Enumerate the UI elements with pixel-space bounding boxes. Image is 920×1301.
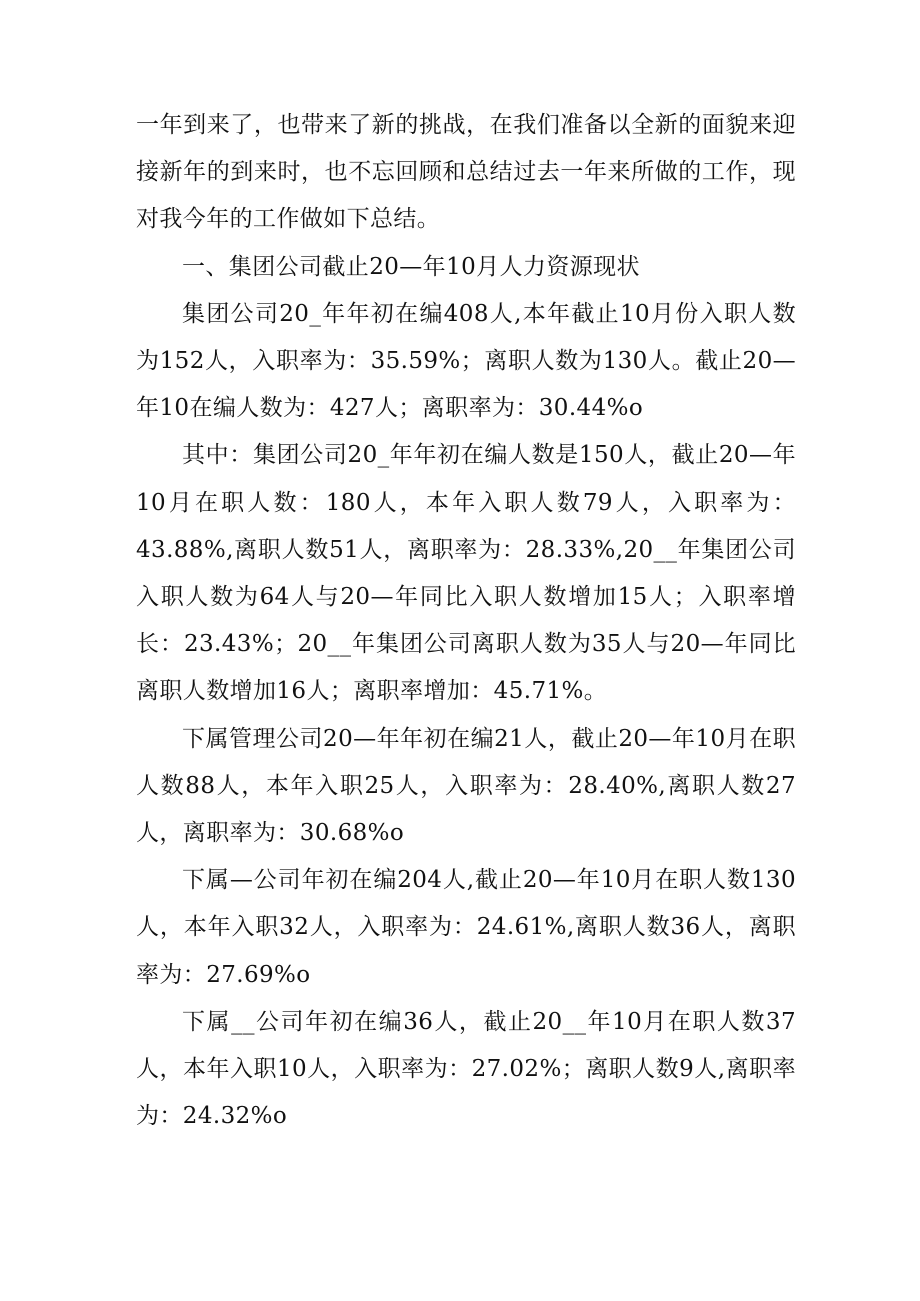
paragraph-subsidiary-b: 下属__公司年初在编36人，截止20__年10月在职人数37人，本年入职10人，入职率为：27.02%；离职人数9人,离职率为：24.32%o xyxy=(136,1008,796,1130)
paragraph-intro: 一年到来了，也带来了新的挑战，在我们准备以全新的面貌来迎接新年的到来时，也不忘回顾和总结过去一年来所做的工作，现对我今年的工作做如下总结。 xyxy=(136,112,796,233)
paragraph-group-detail: 其中：集团公司20_年年初在编人数是150人，截止20—年10月在职人数：180人，本年入职人数79人，入职率为：43.88%,离职人数51人，离职率为：28.33%,20__年集团公司入职人数为64人与20—年同比入职人数增加15人；入职率增长：23.43%；20__年集团公司离职人数为35人与20—年同比离职人数增加16人；离职率增加：45.71%。 xyxy=(136,442,796,705)
paragraph-subsidiary-a: 下属—公司年初在编204人,截止20—年10月在职人数130人，本年入职32人，入职率为：24.61%,离职人数36人，离职率为：27.69%o xyxy=(136,867,796,988)
paragraph-group-summary: 集团公司20_年年初在编408人,本年截止10月份入职人数为152人，入职率为：35.59%；离职人数为130人。截止20—年10在编人数为：427人；离职率为：30.44%o xyxy=(136,300,796,422)
paragraph-management-company: 下属管理公司20—年年初在编21人，截止20—年10月在职人数88人，本年入职25人，入职率为：28.40%,离职人数27人，离职率为：30.68%o xyxy=(136,725,797,847)
document-body xyxy=(136,102,796,1140)
section-heading-hr-status: 一、集团公司截止20—年10月人力资源现状 xyxy=(182,253,640,280)
